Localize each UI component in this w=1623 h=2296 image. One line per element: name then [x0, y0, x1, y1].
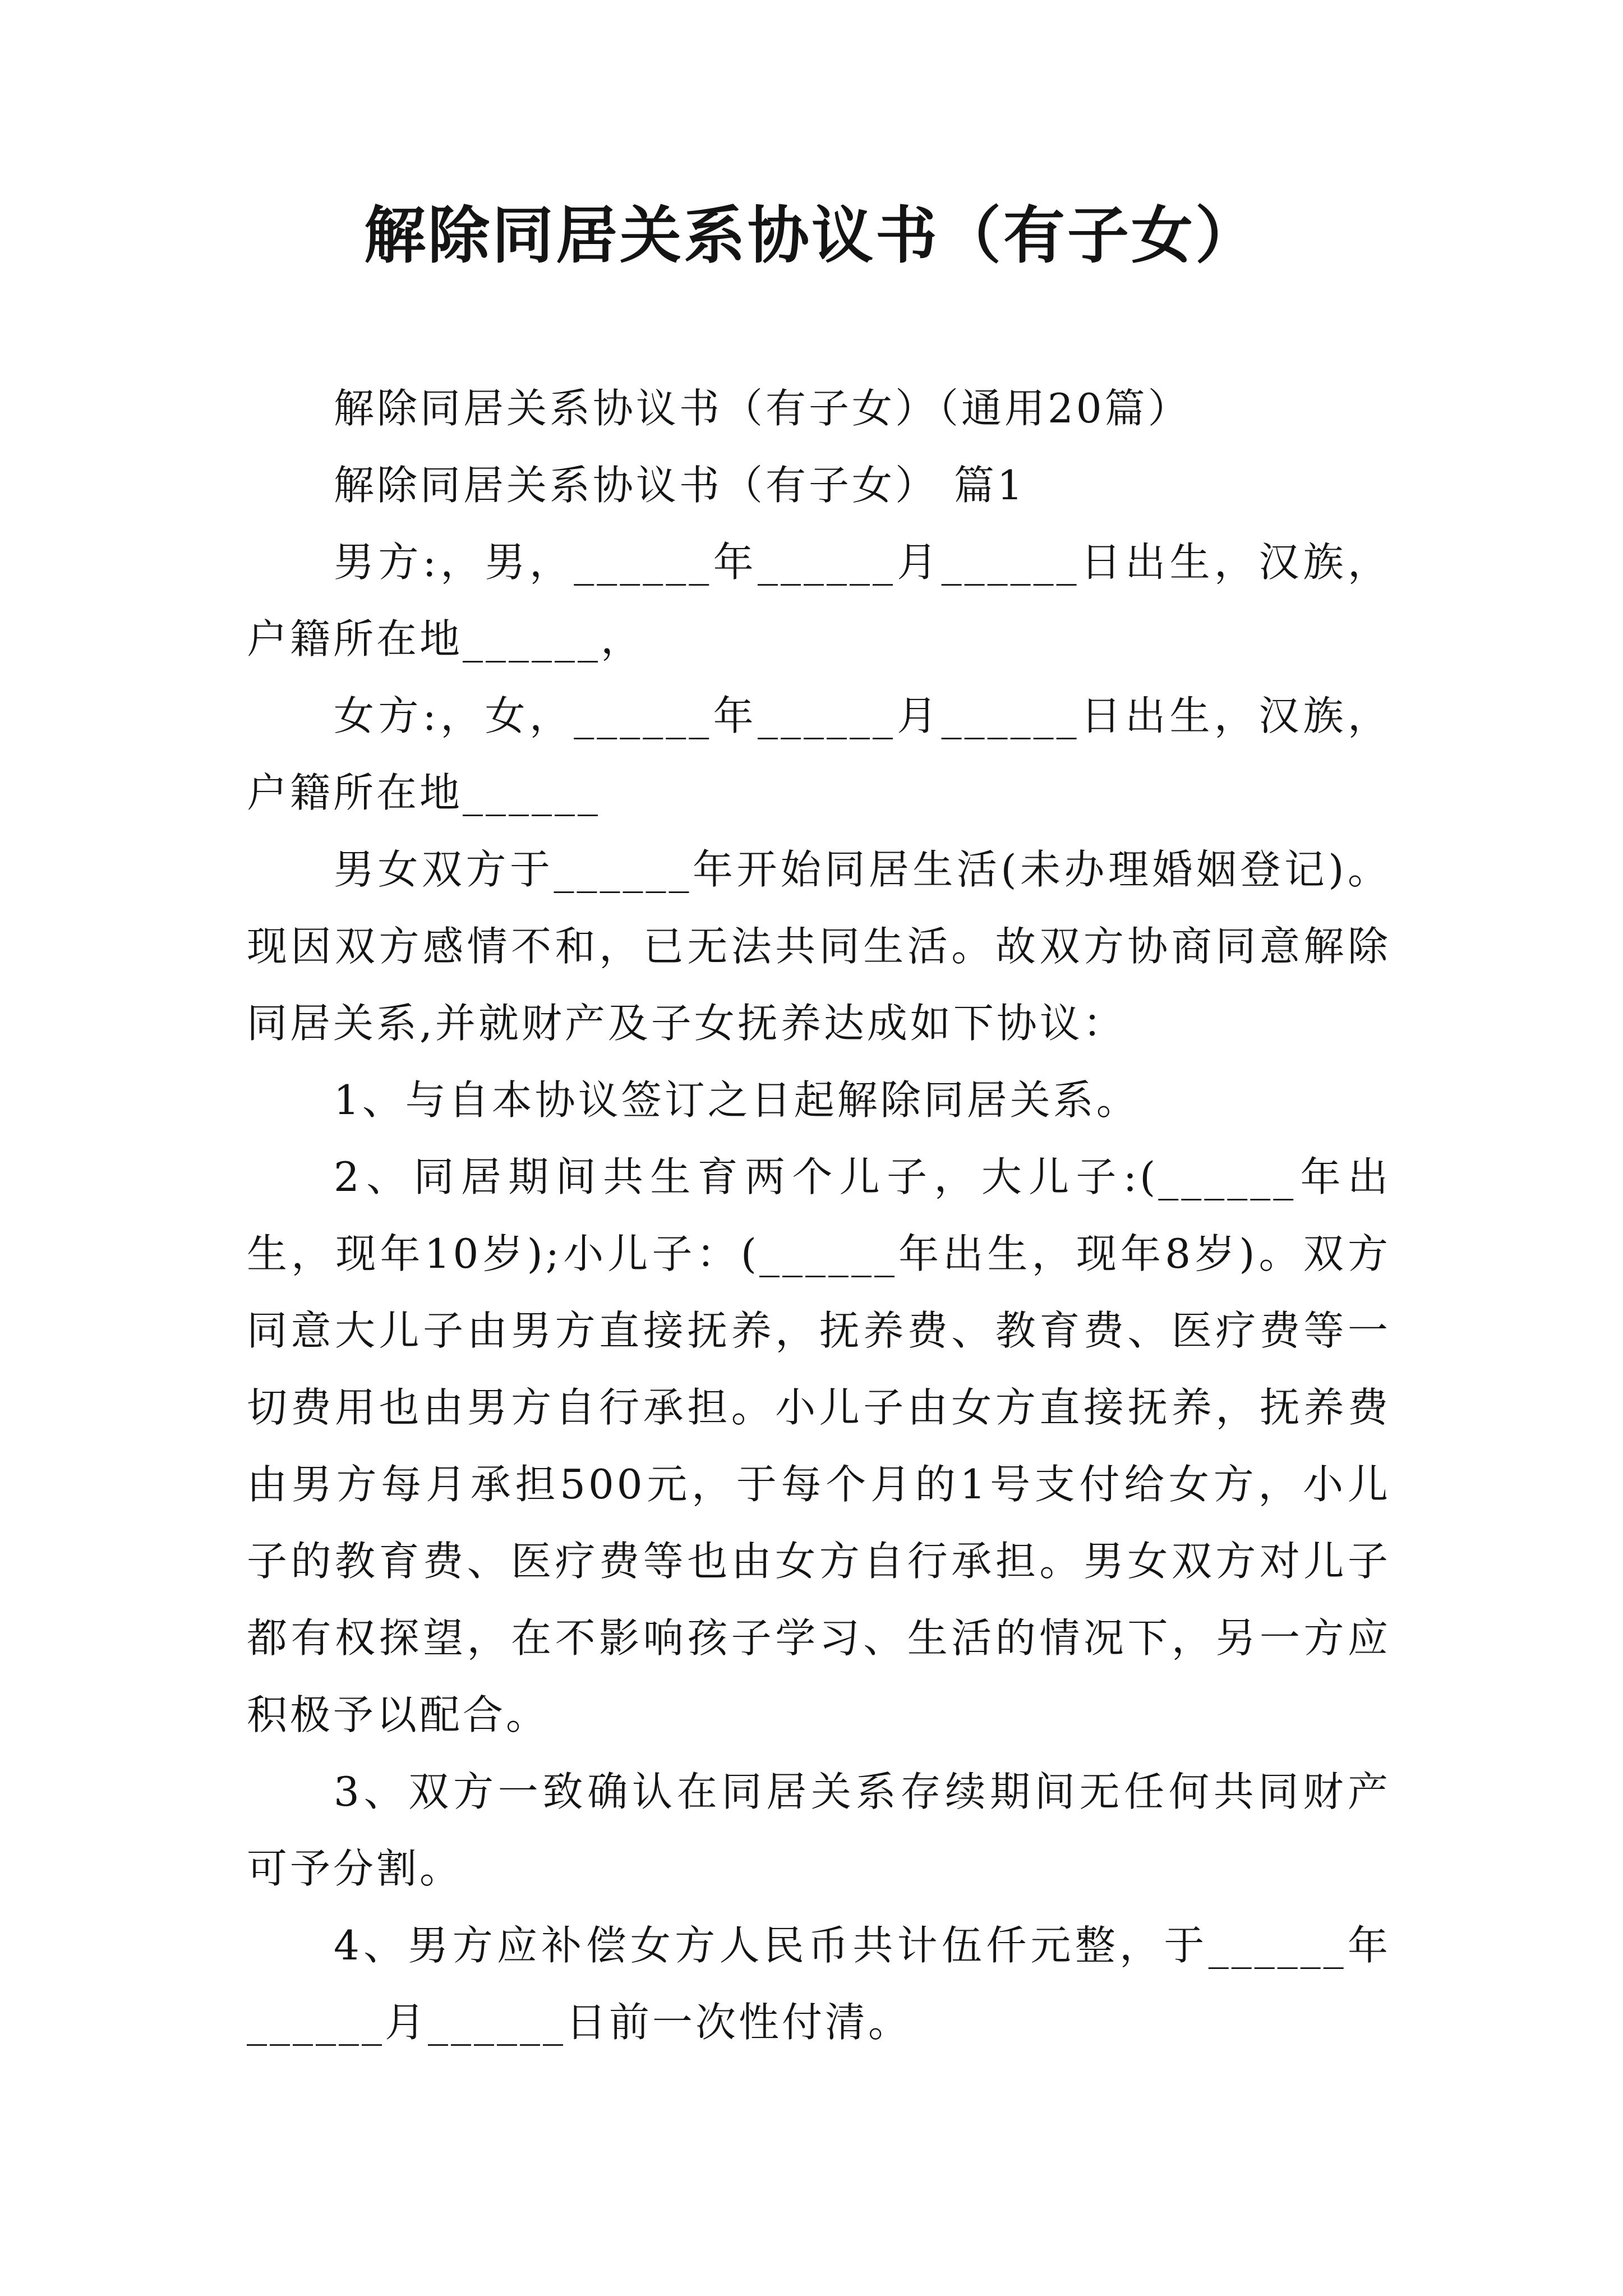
document-title: 解除同居关系协议书（有子女）: [364, 199, 1259, 272]
clause-3: 3、双方一致确认在同居关系存续期间无任何共同财产可予分割。: [247, 1768, 1391, 1892]
male-party-paragraph: 男方:，男，______年______月______日出生，汉族，户籍所在地______，: [247, 539, 1391, 662]
section-heading: 解除同居关系协议书（有子女） 篇1: [334, 462, 1026, 509]
clause-1: 1、与自本协议签订之日起解除同居关系。: [334, 1076, 1140, 1124]
document-body: [247, 370, 1391, 2061]
preamble-paragraph: 男女双方于______年开始同居生活(未办理婚姻登记)。现因双方感情不和，已无法共同生活。故双方协商同意解除同居关系,并就财产及子女抚养达成如下协议：: [247, 846, 1391, 1047]
clause-2: 2、同居期间共生育两个儿子，大儿子:(______年出生，现年10岁);小儿子：(______年出生，现年8岁)。双方同意大儿子由男方直接抚养，抚养费、教育费、医疗费等一切费用也由男方自行承担。小儿子由女方直接抚养，抚养费由男方每月承担500元，于每个月的1号支付给女方，小儿子的教育费、医疗费等也由女方自行承担。男女双方对儿子都有权探望，在不影响孩子学习、生活的情况下，另一方应积极予以配合。: [247, 1153, 1391, 1738]
female-party-paragraph: 女方:，女，______年______月______日出生，汉族，户籍所在地______: [247, 692, 1391, 816]
clause-4: 4、男方应补偿女方人民币共计伍仟元整，于______年______月______日前一次性付清。: [247, 1922, 1391, 2046]
subtitle-paragraph: 解除同居关系协议书（有子女）（通用20篇）: [334, 385, 1191, 432]
